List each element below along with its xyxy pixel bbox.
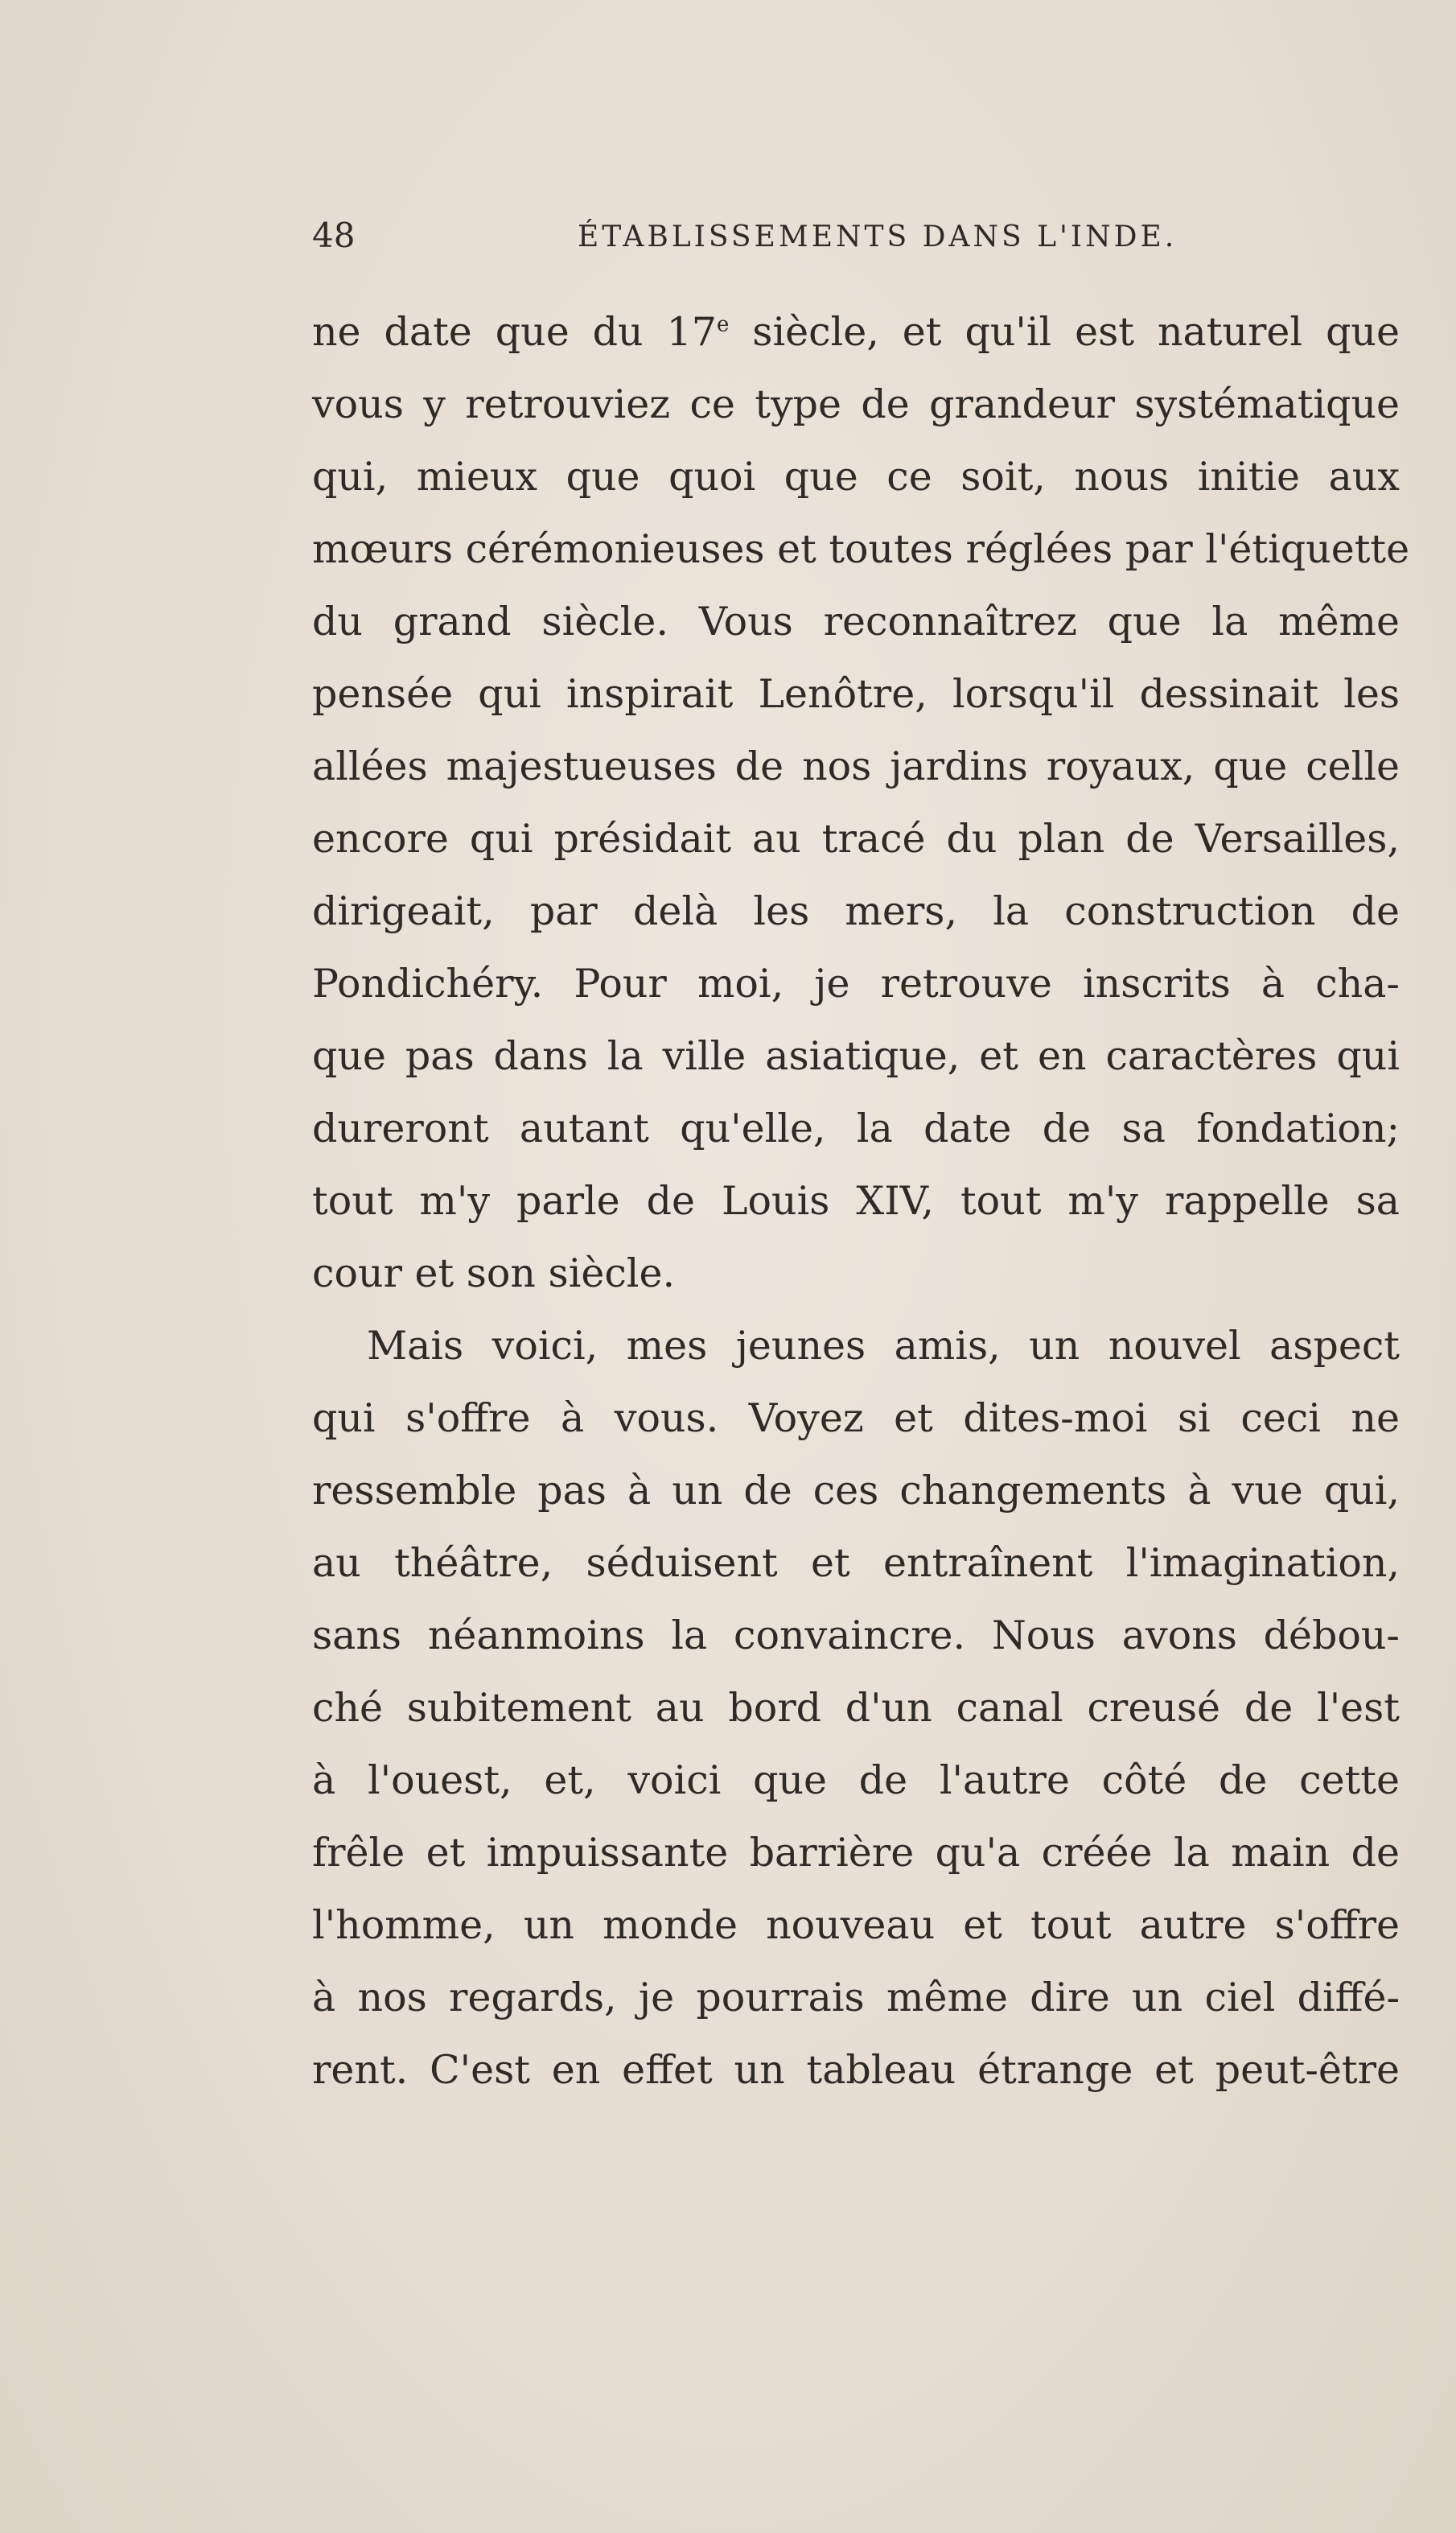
text-line: ressemble pas à un de ces changements à vue qui, (312, 1468, 1400, 1514)
text-line: dureront autant qu'elle, la date de sa fondation; (312, 1106, 1400, 1151)
text-line: rent. C'est en effet un tableau étrange et peut-être (312, 2047, 1400, 2093)
text-line: sans néanmoins la convaincre. Nous avons débou- (312, 1612, 1400, 1658)
running-title: ÉTABLISSEMENTS DANS L'INDE. (578, 220, 1178, 253)
text-line: ne date que du 17e siècle, et qu'il est naturel que (312, 309, 1400, 355)
text-line: au théâtre, séduisent et entraînent l'imagination, (312, 1540, 1400, 1586)
text-line: dirigeait, par delà les mers, la construction de (312, 888, 1400, 934)
paragraph-first-line: Mais voici, mes jeunes amis, un nouvel aspect (367, 1323, 1400, 1369)
text-line: à nos regards, je pourrais même dire un ciel diffé- (312, 1975, 1400, 2020)
text-line: frêle et impuissante barrière qu'a créée la main de (312, 1830, 1400, 1876)
text-line: allées majestueuses de nos jardins royaux, que celle (312, 743, 1400, 789)
text-line: vous y retrouviez ce type de grandeur systématique (312, 381, 1400, 427)
text-line: qui s'offre à vous. Voyez et dites-moi si ceci ne (312, 1395, 1400, 1441)
text-line: cour et son siècle. (312, 1250, 676, 1296)
text-line: pensée qui inspirait Lenôtre, lorsqu'il dessinait les (312, 671, 1400, 717)
text-line: l'homme, un monde nouveau et tout autre s'offre (312, 1902, 1400, 1948)
text-line: du grand siècle. Vous reconnaîtrez que la même (312, 599, 1400, 645)
text-line: Pondichéry. Pour moi, je retrouve inscrits à cha- (312, 961, 1400, 1007)
text-line: que pas dans la ville asiatique, et en caractères qui (312, 1033, 1400, 1079)
page-header (312, 216, 1178, 272)
text-line: mœurs cérémonieuses et toutes réglées par l'étiquette (312, 526, 1410, 572)
text-line: qui, mieux que quoi que ce soit, nous initie aux (312, 454, 1400, 500)
text-line: tout m'y parle de Louis XIV, tout m'y rappelle sa (312, 1178, 1400, 1224)
body-text (312, 296, 1410, 2107)
text-line: à l'ouest, et, voici que de l'autre côté de cette (312, 1757, 1400, 1803)
page-number: 48 (312, 216, 356, 255)
text-line: ché subitement au bord d'un canal creusé de l'est (312, 1685, 1400, 1731)
text-line: encore qui présidait au tracé du plan de Versailles, (312, 816, 1400, 862)
